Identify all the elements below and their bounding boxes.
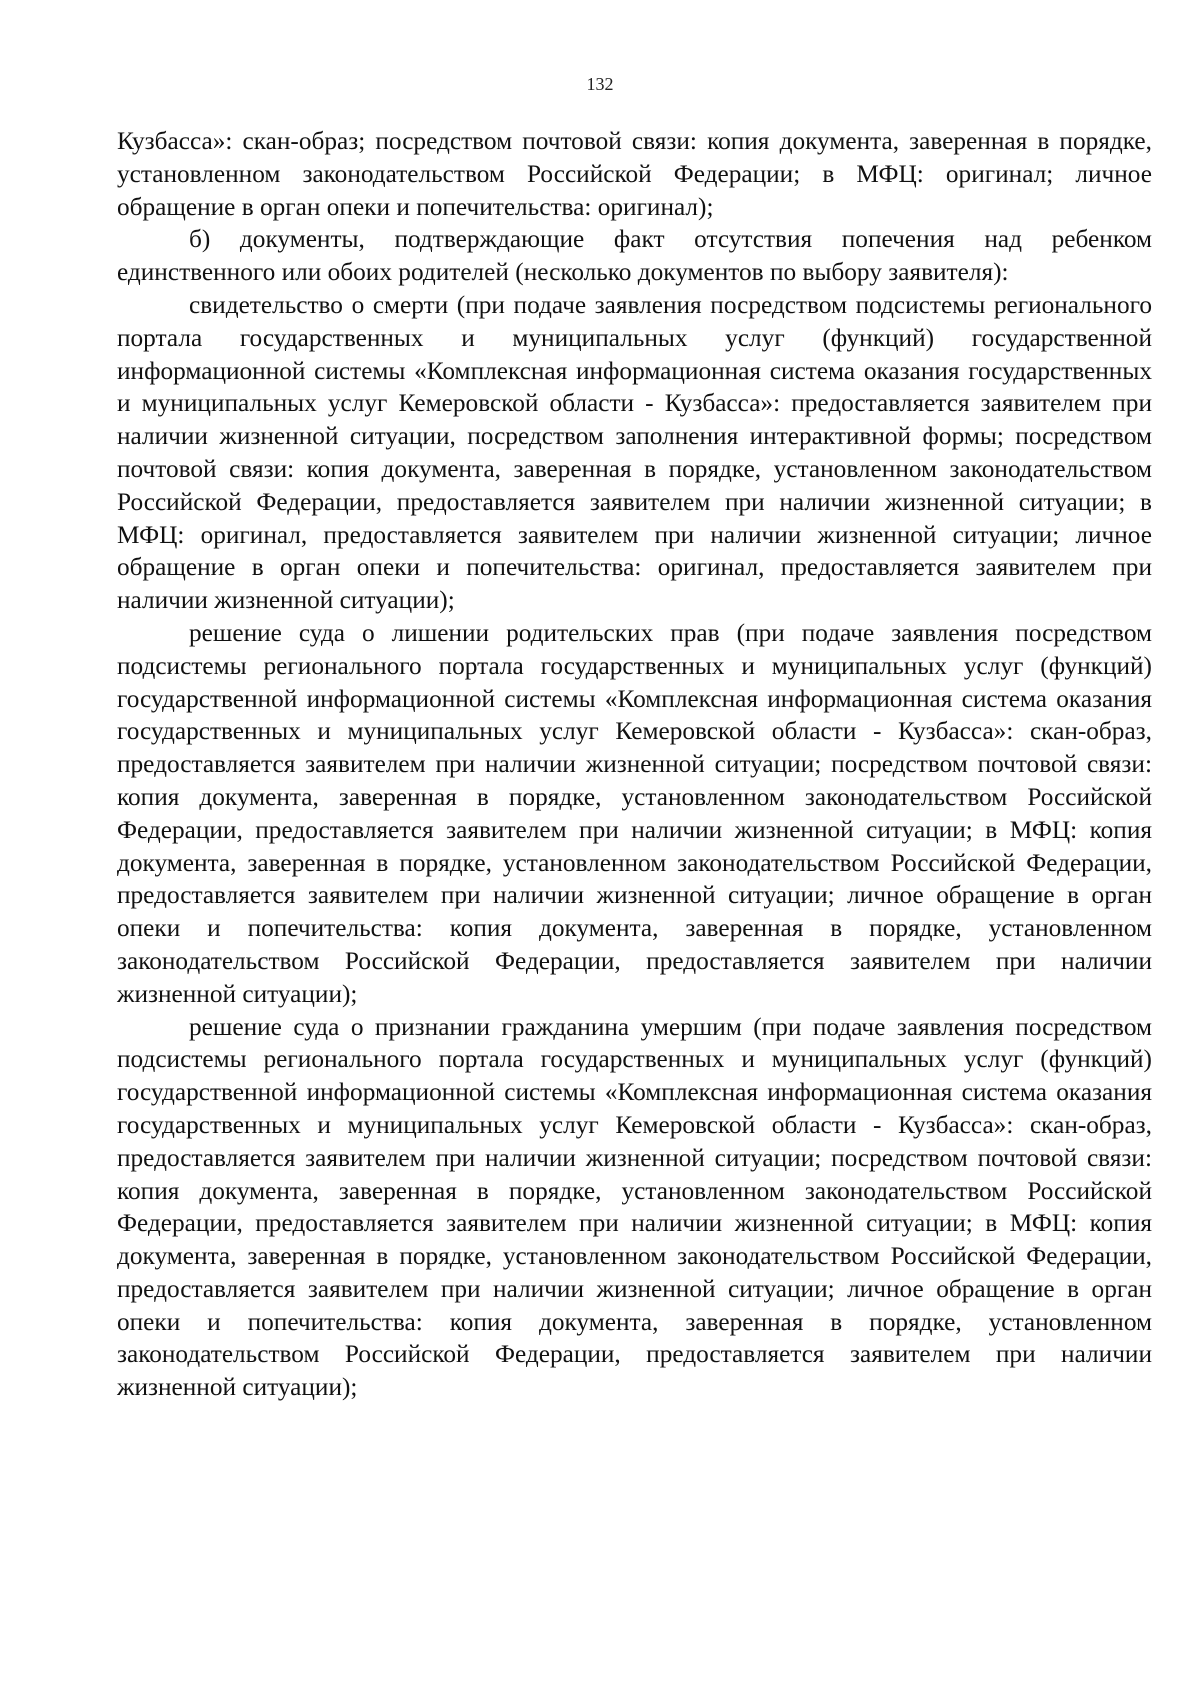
paragraph-declared-deceased: решение суда о признании гражданина умершим (при подаче заявления посредством подсистемы регионального портала государственных и муниципальных услуг (функций) государственной информационной системы «Комплексная информационная система оказания государственных и муниципальных услуг Кемеровской области - Кузбасса»: скан-образ, предоставляется заявителем при наличии жизненной ситуации; посредством почтовой связи: копия документа, заверенная в порядке, установленном законодательством Российской Федерации, предоставляется заявителем при наличии жизненной ситуации; в МФЦ: копия документа, заверенная в порядке, установленном законодательством Российской Федерации, предоставляется заявителем при наличии жизненной ситуации; личное обращение в орган опеки и попечительства: копия документа, заверенная в порядке, установленном законодательством Российской Федерации, предоставляется заявителем при наличии жизненной ситуации); xyxy=(117,1012,1152,1402)
paragraph-item-b: б) документы, подтверждающие факт отсутствия попечения над ребенком единственного или обоих родителей (несколько документов по выбору заявителя): xyxy=(117,225,1152,287)
document-body xyxy=(117,125,1152,1404)
paragraph-deprivation-of-parental-rights: решение суда о лишении родительских прав (при подаче заявления посредством подсистемы регионального портала государственных и муниципальных услуг (функций) государственной информационной системы «Комплексная информационная система оказания государственных и муниципальных услуг Кемеровской области - Кузбасса»: скан-образ, предоставляется заявителем при наличии жизненной ситуации; посредством почтовой связи: копия документа, заверенная в порядке, установленном законодательством Российской Федерации, предоставляется заявителем при наличии жизненной ситуации; в МФЦ: копия документа, заверенная в порядке, установленном законодательством Российской Федерации, предоставляется заявителем при наличии жизненной ситуации; личное обращение в орган опеки и попечительства: копия документа, заверенная в порядке, установленном законодательством Российской Федерации, предоставляется заявителем при наличии жизненной ситуации); xyxy=(117,618,1152,1008)
paragraph-death-certificate: свидетельство о смерти (при подаче заявления посредством подсистемы регионального портала государственных и муниципальных услуг (функций) государственной информационной системы «Комплексная информационная система оказания государственных и муниципальных услуг Кемеровской области - Кузбасса»: предоставляется заявителем при наличии жизненной ситуации, посредством заполнения интерактивной формы; посредством почтовой связи: копия документа, заверенная в порядке, установленном законодательством Российской Федерации, предоставляется заявителем при наличии жизненной ситуации; в МФЦ: оригинал, предоставляется заявителем при наличии жизненной ситуации; личное обращение в орган опеки и попечительства: оригинал, предоставляется заявителем при наличии жизненной ситуации); xyxy=(117,290,1152,615)
page-number: 132 xyxy=(586,74,614,94)
paragraph-continuation: Кузбасса»: скан-образ; посредством почтовой связи: копия документа, заверенная в порядке, установленном законодательством Российской Федерации; в МФЦ: оригинал; личное обращение в орган опеки и попечительства: оригинал); xyxy=(117,127,1152,221)
